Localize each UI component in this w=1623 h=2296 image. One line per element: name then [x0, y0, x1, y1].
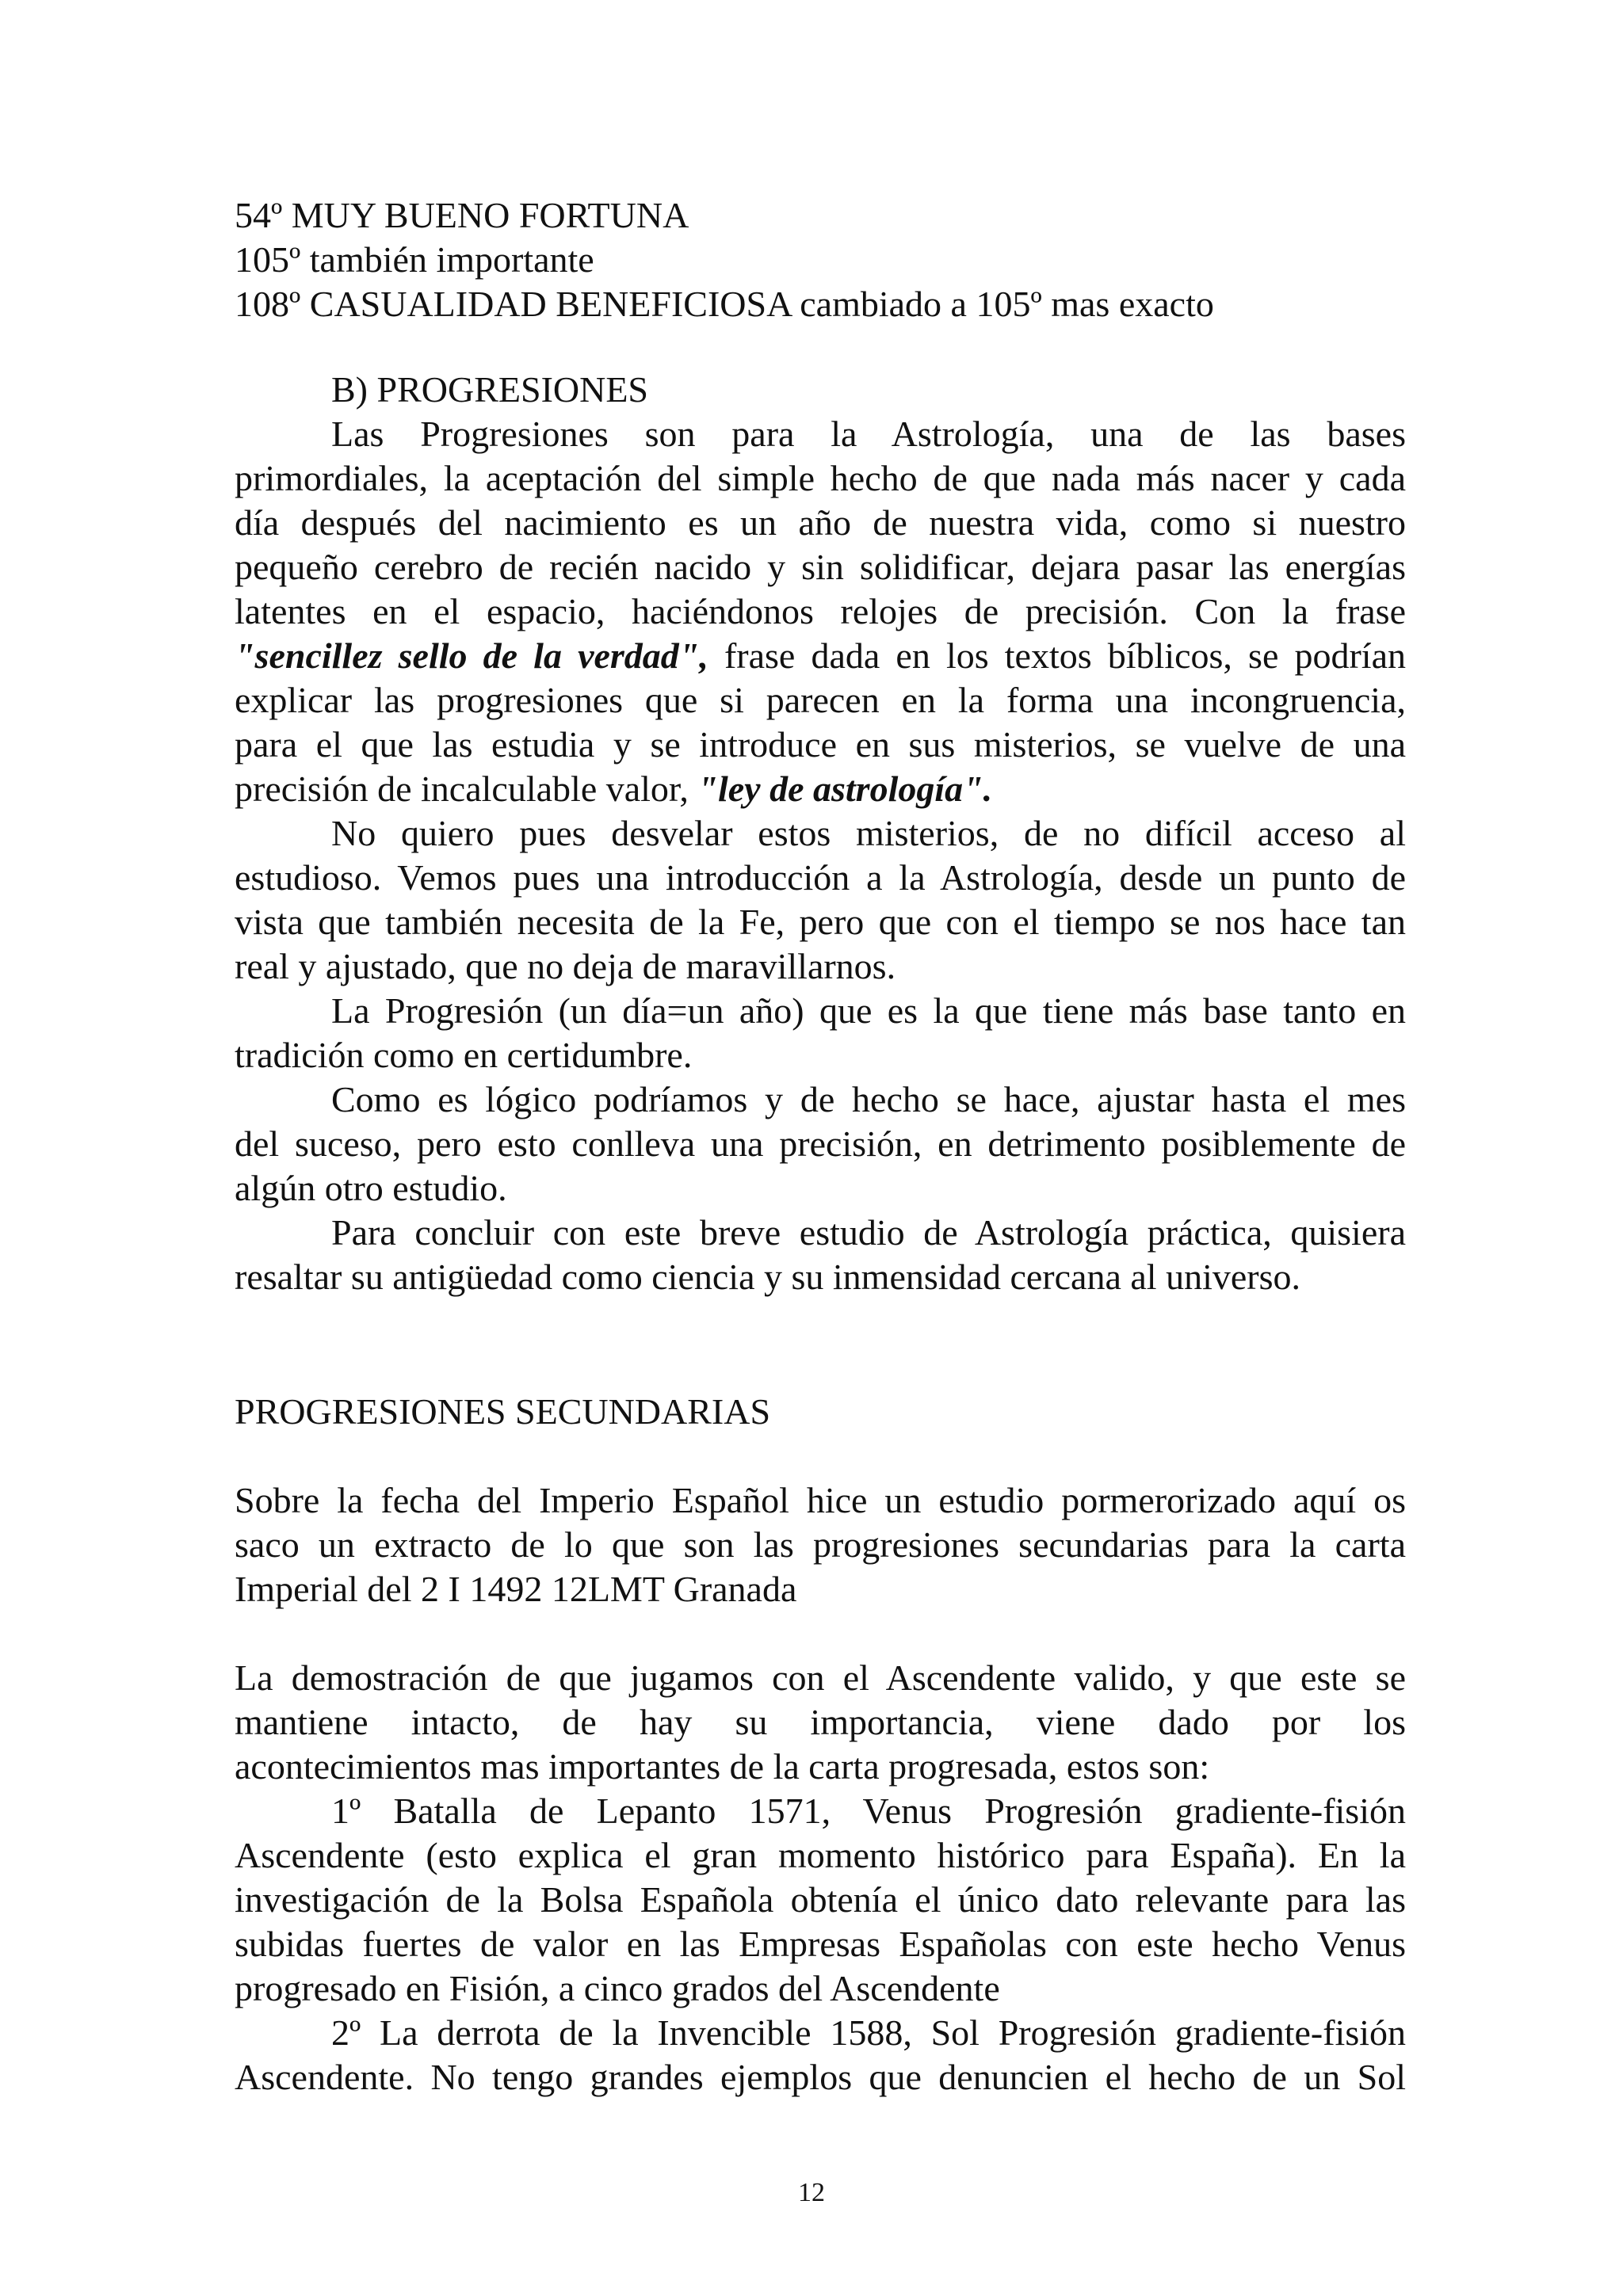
paragraph-line: para el que las estudia y se introduce en sus misterios, se vuelve de una [235, 724, 1406, 765]
line-text: precisión de incalculable valor, [235, 769, 698, 809]
paragraph-line: explicar las progresiones que si parecen en la forma una incongruencia, [235, 680, 1406, 720]
paragraph-line: algún otro estudio. [235, 1168, 507, 1208]
paragraph-line: 1º Batalla de Lepanto 1571, Venus Progresión gradiente-fisión [331, 1791, 1406, 1831]
paragraph-line: del suceso, pero esto conlleva una precisión, en detrimento posiblemente de [235, 1123, 1406, 1164]
paragraph-line: día después del nacimiento es un año de nuestra vida, como si nuestro [235, 502, 1406, 543]
paragraph-line: La Progresión (un día=un año) que es la que tiene más base tanto en [331, 990, 1406, 1031]
paragraph-line: La demostración de que jugamos con el Ascendente valido, y que este se [235, 1657, 1406, 1698]
paragraph-line: progresado en Fisión, a cinco grados del Ascendente [235, 1968, 1000, 2008]
paragraph-line: investigación de la Bolsa Española obtenía el único dato relevante para las [235, 1879, 1406, 1920]
list-item: 105º también importante [235, 239, 594, 280]
paragraph-line: tradición como en certidumbre. [235, 1035, 693, 1075]
paragraph-line: Imperial del 2 I 1492 12LMT Granada [235, 1569, 797, 1609]
paragraph-line: No quiero pues desvelar estos misterios, de no difícil acceso al [331, 813, 1406, 853]
list-item: 108º CASUALIDAD BENEFICIOSA cambiado a 105º mas exacto [235, 284, 1214, 324]
page-number: 12 [798, 2178, 825, 2207]
paragraph-line: latentes en el espacio, haciéndonos relojes de precisión. Con la frase [235, 591, 1406, 631]
section-heading: PROGRESIONES SECUNDARIAS [235, 1391, 771, 1432]
paragraph-line [235, 634, 1406, 678]
emphasis-quote: "sencillez sello de la verdad", [235, 635, 708, 676]
paragraph-line: primordiales, la aceptación del simple hecho de que nada más nacer y cada [235, 458, 1406, 498]
paragraph-line: Sobre la fecha del Imperio Español hice un estudio pormerorizado aquí os [235, 1480, 1406, 1520]
section-heading: B) PROGRESIONES [331, 369, 649, 410]
paragraph-line: pequeño cerebro de recién nacido y sin solidificar, dejara pasar las energías [235, 547, 1406, 587]
paragraph-line: estudioso. Vemos pues una introducción a la Astrología, desde un punto de [235, 857, 1406, 898]
paragraph-line [235, 767, 992, 811]
paragraph-line: resaltar su antigüedad como ciencia y su inmensidad cercana al universo. [235, 1257, 1300, 1297]
list-item: 54º MUY BUENO FORTUNA [235, 195, 689, 235]
paragraph-line: vista que también necesita de la Fe, pero que con el tiempo se nos hace tan [235, 902, 1406, 942]
paragraph-line: Ascendente. No tengo grandes ejemplos que denuncien el hecho de un Sol [235, 2057, 1406, 2097]
paragraph-line: saco un extracto de lo que son las progresiones secundarias para la carta [235, 1524, 1406, 1565]
paragraph-line: mantiene intacto, de hay su importancia, viene dado por los [235, 1702, 1406, 1742]
paragraph-line: acontecimientos mas importantes de la carta progresada, estos son: [235, 1746, 1210, 1787]
paragraph-line: Ascendente (esto explica el gran momento histórico para España). En la [235, 1835, 1406, 1875]
paragraph-line: subidas fuertes de valor en las Empresas Españolas con este hecho Venus [235, 1924, 1406, 1964]
paragraph-line: real y ajustado, que no deja de maravillarnos. [235, 946, 896, 986]
paragraph-line: Como es lógico podríamos y de hecho se hace, ajustar hasta el mes [331, 1079, 1406, 1119]
line-text: frase dada en los textos bíblicos, se podrían [708, 635, 1406, 676]
paragraph-line: Para concluir con este breve estudio de Astrología práctica, quisiera [331, 1212, 1406, 1253]
paragraph-line: 2º La derrota de la Invencible 1588, Sol Progresión gradiente-fisión [331, 2012, 1406, 2053]
paragraph-line: Las Progresiones son para la Astrología, una de las bases [331, 414, 1406, 454]
emphasis-quote: "ley de astrología". [697, 769, 993, 809]
